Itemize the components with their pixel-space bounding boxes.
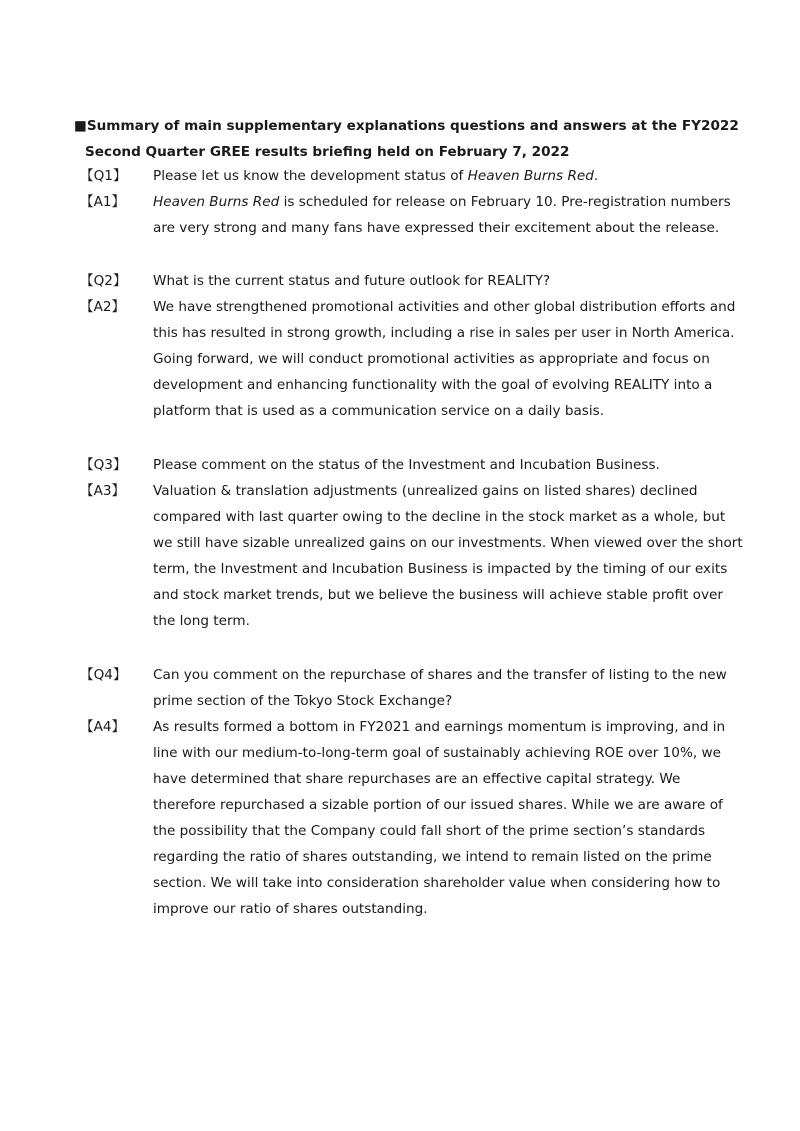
- title-line-1: Summary of main supplementary explanations questions and answers at the FY2022: [86, 118, 739, 134]
- answer-text: As results formed a bottom in FY2021 and earnings momentum is improving, and in line with our medium-to-long-term goal of sustainably achieving ROE over 10%, we have determined that share repurchases are an effective capital strategy. We therefore repurchased a sizable portion of our issued shares. While we are aware of the possibility that the Company could fall short of the prime section’s standards regarding the ratio of shares outstanding, we intend to remain listed on the prime section. We will take into consideration shareholder value when considering how to improve our ratio of shares outstanding.: [153, 719, 726, 917]
- answer-text: Heaven Burns Red is scheduled for release on February 10. Pre-registration numbers are very strong and many fans have expressed their excitement about the release.: [153, 194, 731, 236]
- question-tag: 【Q2】: [80, 273, 127, 289]
- title-line-2: Second Quarter GREE results briefing held on February 7, 2022: [85, 144, 570, 160]
- question-tag: 【Q3】: [80, 457, 127, 473]
- answer-tag: 【A2】: [80, 299, 126, 315]
- answer-tag: 【A1】: [80, 194, 126, 210]
- question-tag: 【Q1】: [80, 168, 127, 184]
- document-title: [74, 113, 754, 165]
- question-text: What is the current status and future outlook for REALITY?: [153, 273, 551, 289]
- question-tag: 【Q4】: [80, 667, 127, 683]
- answer-tag: 【A3】: [80, 483, 126, 499]
- question-text: Please let us know the development status of Heaven Burns Red.: [153, 168, 599, 184]
- answer-text: Valuation & translation adjustments (unrealized gains on listed shares) declined compared with last quarter owing to the decline in the stock market as a whole, but we still have sizable unrealized gains on our investments. When viewed over the short term, the Investment and Incubation Business is impacted by the timing of our exits and stock market trends, but we believe the business will achieve stable profit over the long term.: [153, 483, 743, 629]
- answer-text: We have strengthened promotional activities and other global distribution efforts and this has resulted in strong growth, including a rise in sales per user in North America. Going forward, we will conduct promotional activities as appropriate and focus on development and enhancing functionality with the goal of evolving REALITY into a platform that is used as a communication service on a daily basis.: [153, 299, 736, 419]
- answer-tag: 【A4】: [80, 719, 126, 735]
- question-text: Can you comment on the repurchase of shares and the transfer of listing to the new prime section of the Tokyo Stock Exchange?: [153, 667, 727, 709]
- square-bullet-icon: ■: [74, 118, 87, 134]
- question-text: Please comment on the status of the Investment and Incubation Business.: [153, 457, 660, 473]
